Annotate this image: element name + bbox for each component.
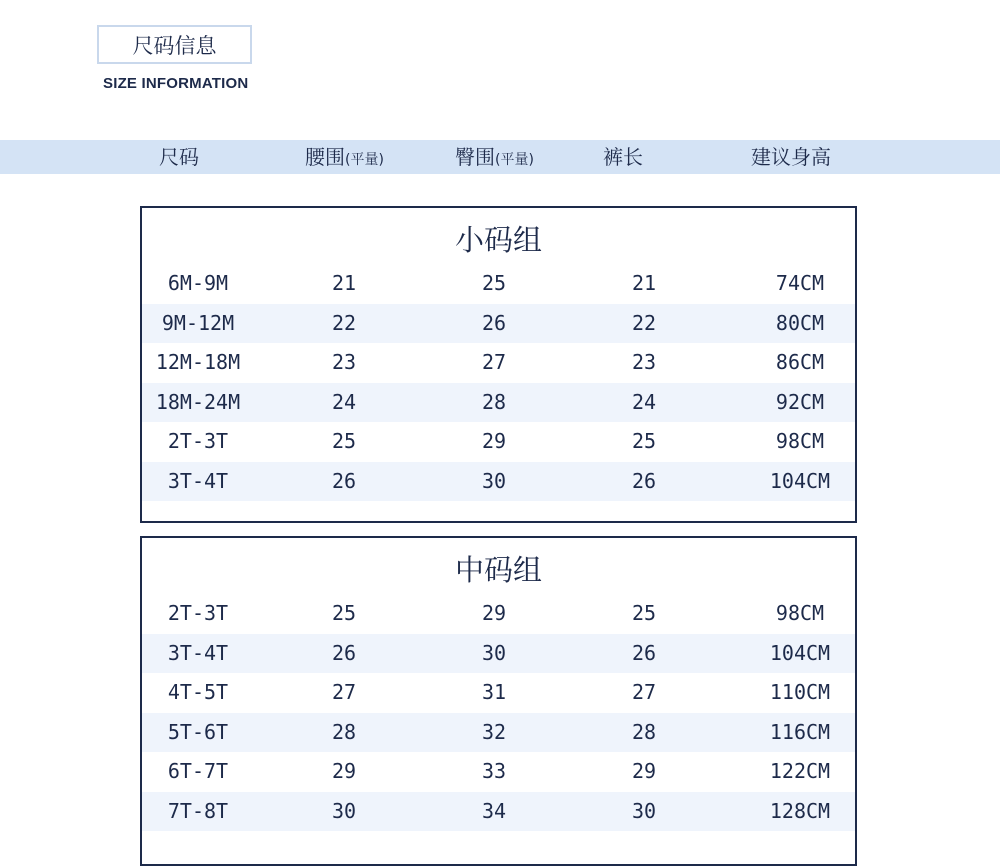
column-header-waist-note: (平量): [345, 152, 384, 168]
size-rows-medium: [142, 594, 855, 831]
hip-cell: 31: [481, 680, 507, 704]
length-cell: 22: [631, 310, 657, 335]
length-cell: 26: [631, 468, 657, 493]
waist-cell: 26: [331, 640, 357, 665]
size-cell: 18M-24M: [155, 389, 241, 414]
hip-cell: 30: [481, 640, 507, 665]
height-cell: 116CM: [769, 719, 831, 744]
group-title-medium: 中码组: [454, 553, 542, 587]
column-header-length: 裤长: [603, 145, 643, 169]
table-row: [142, 264, 855, 304]
height-cell: 92CM: [775, 389, 825, 414]
table-row: [142, 594, 855, 634]
column-header-hip: 臀围(平量): [455, 145, 534, 169]
waist-cell: 28: [331, 719, 357, 744]
column-header-hip-note: (平量): [495, 152, 534, 168]
table-row: [142, 752, 855, 792]
table-row: [142, 673, 855, 713]
length-cell: 21: [631, 271, 657, 295]
waist-cell: 21: [331, 271, 357, 295]
waist-cell: 26: [331, 468, 357, 493]
table-row: [142, 383, 855, 423]
table-row: [142, 792, 855, 832]
section-title-box: [97, 25, 252, 64]
length-cell: 29: [631, 759, 657, 783]
hip-cell: 30: [481, 468, 507, 493]
size-cell: 6M-9M: [167, 271, 229, 295]
size-cell: 12M-18M: [155, 350, 241, 374]
size-cell: 3T-4T: [167, 468, 229, 493]
waist-cell: 23: [331, 350, 357, 374]
height-cell: 122CM: [769, 759, 831, 783]
hip-cell: 29: [481, 601, 507, 625]
section-title-en: SIZE INFORMATION: [103, 75, 249, 92]
height-cell: 74CM: [775, 271, 825, 295]
table-row: [142, 422, 855, 462]
table-row: [142, 304, 855, 344]
table-row: [142, 713, 855, 753]
table-row: [142, 634, 855, 674]
height-cell: 110CM: [769, 680, 831, 704]
group-title-small: 小码组: [454, 223, 542, 257]
size-cell: 2T-3T: [167, 601, 229, 625]
height-cell: 80CM: [775, 310, 825, 335]
length-cell: 27: [631, 680, 657, 704]
column-header-waist: 腰围(平量): [305, 145, 384, 169]
waist-cell: 30: [331, 798, 357, 823]
height-cell: 104CM: [769, 640, 831, 665]
height-cell: 104CM: [769, 468, 831, 493]
waist-cell: 25: [331, 429, 357, 453]
size-cell: 6T-7T: [167, 759, 229, 783]
column-header-height: 建议身高: [751, 145, 831, 169]
hip-cell: 27: [481, 350, 507, 374]
hip-cell: 26: [481, 310, 507, 335]
length-cell: 25: [631, 601, 657, 625]
waist-cell: 29: [331, 759, 357, 783]
size-cell: 2T-3T: [167, 429, 229, 453]
height-cell: 98CM: [775, 601, 825, 625]
table-row: [142, 462, 855, 502]
hip-cell: 25: [481, 271, 507, 295]
size-table-small: [140, 206, 857, 523]
hip-cell: 32: [481, 719, 507, 744]
section-title-cn: 尺码信息: [132, 33, 217, 58]
table-row: [142, 343, 855, 383]
size-table-medium: [140, 536, 857, 866]
waist-cell: 27: [331, 680, 357, 704]
length-cell: 24: [631, 389, 657, 414]
waist-cell: 25: [331, 601, 357, 625]
hip-cell: 33: [481, 759, 507, 783]
waist-cell: 24: [331, 389, 357, 414]
height-cell: 86CM: [775, 350, 825, 374]
size-cell: 4T-5T: [167, 680, 229, 704]
size-cell: 7T-8T: [167, 798, 229, 823]
waist-cell: 22: [331, 310, 357, 335]
size-cell: 9M-12M: [161, 310, 235, 335]
height-cell: 98CM: [775, 429, 825, 453]
column-header-band: [0, 140, 1000, 174]
length-cell: 23: [631, 350, 657, 374]
hip-cell: 34: [481, 798, 507, 823]
size-cell: 3T-4T: [167, 640, 229, 665]
length-cell: 26: [631, 640, 657, 665]
column-header-size: 尺码: [159, 145, 199, 169]
length-cell: 30: [631, 798, 657, 823]
hip-cell: 28: [481, 389, 507, 414]
height-cell: 128CM: [769, 798, 831, 823]
length-cell: 25: [631, 429, 657, 453]
length-cell: 28: [631, 719, 657, 744]
hip-cell: 29: [481, 429, 507, 453]
size-cell: 5T-6T: [167, 719, 229, 744]
size-rows-small: [142, 264, 855, 501]
